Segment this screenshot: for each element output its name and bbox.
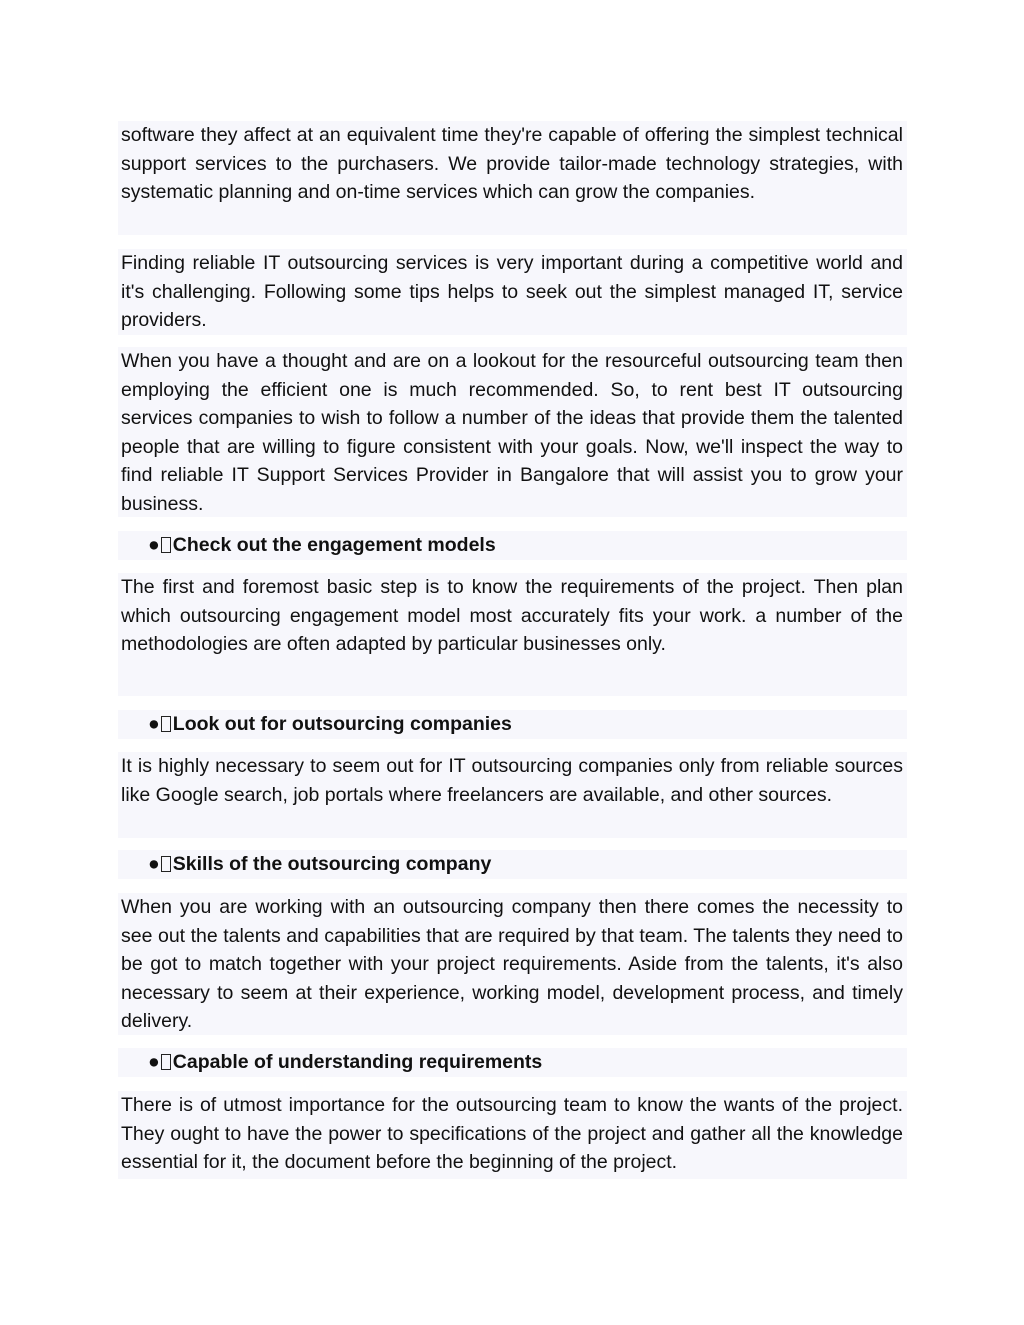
bullet-icon: ● (148, 713, 160, 735)
heading-understanding-requirements (118, 1048, 907, 1077)
paragraph-company-skills: When you are working with an outsourcing company then there comes the necessity to see out the talents and capabilities that are required by that team. The talents they need to be got to match together with your project requirements. Aside from the talents, it's also necessary to seem at their experience, working model, development process, and timely delivery. (118, 893, 907, 1035)
heading-engagement-models (118, 531, 907, 560)
bullet-icon: ● (148, 1051, 160, 1073)
paragraph-understanding-requirements: There is of utmost importance for the outsourcing team to know the wants of the project. They ought to have the power to specifications of the project and gather all the knowledge essential for it, the document before the beginning of the project. (118, 1091, 907, 1179)
paragraph-resourceful-team: When you have a thought and are on a lookout for the resourceful outsourcing team then employing the efficient one is much recommended. So, to rent best IT outsourcing services companies to wish to follow a number of the ideas that provide them the talented people that are willing to figure consistent with your goals. Now, we'll inspect the way to find reliable IT Support Services Provider in Bangalore that will assist you to grow your business. (118, 347, 907, 517)
heading-text: Check out the engagement models (172, 534, 496, 556)
heading-company-skills (118, 850, 907, 879)
heading-text: Look out for outsourcing companies (172, 713, 512, 735)
missing-glyph-icon (161, 1054, 171, 1070)
heading-outsourcing-companies (118, 710, 907, 739)
missing-glyph-icon (161, 716, 171, 732)
bullet-icon: ● (148, 853, 160, 875)
bullet-icon: ● (148, 534, 160, 556)
missing-glyph-icon (161, 856, 171, 872)
paragraph-intro-continuation: software they affect at an equivalent time they're capable of offering the simplest technical support services to the purchasers. We provide tailor-made technology strategies, with systematic planning and on-time services which can grow the companies. (118, 121, 907, 235)
paragraph-outsourcing-companies: It is highly necessary to seem out for IT outsourcing companies only from reliable sources like Google search, job portals where freelancers are available, and other sources. (118, 752, 907, 838)
paragraph-engagement-models: The first and foremost basic step is to know the requirements of the project. Then plan which outsourcing engagement model most accurately fits your work. a number of the methodologies are often adapted by particular businesses only. (118, 573, 907, 696)
heading-text: Skills of the outsourcing company (172, 853, 492, 875)
heading-text: Capable of understanding requirements (172, 1051, 543, 1073)
paragraph-finding-reliable-services: Finding reliable IT outsourcing services is very important during a competitive world and it's challenging. Following some tips helps to seek out the simplest managed IT, service providers. (118, 249, 907, 335)
missing-glyph-icon (161, 537, 171, 553)
